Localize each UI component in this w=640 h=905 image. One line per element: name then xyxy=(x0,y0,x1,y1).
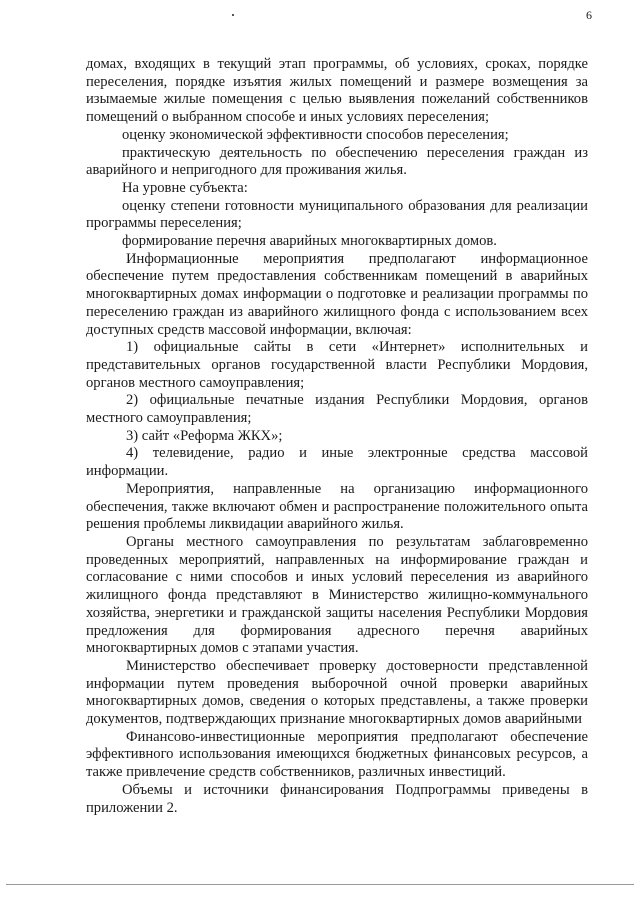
scan-speck xyxy=(232,14,234,16)
list-item: 3) сайт «Реформа ЖКХ»; xyxy=(126,427,283,444)
page-number: 6 xyxy=(586,8,592,22)
paragraph: оценку степени готовности муниципального образования для реализации программы переселения; xyxy=(86,197,588,232)
paragraph: формирование перечня аварийных многоквартирных домов. xyxy=(122,233,497,250)
paragraph: Органы местного самоуправления по результатам заблаговременно проведенных мероприятий, направленных на информирование граждан и согласование с ними способов и иных условий переселения из аварийного жилищного фонда представляют в Министерство жилищно-коммунального хозяйства, энергетики и гражданской защиты населения Республики Мордовия предложения для формирования адресного перечня аварийных многоквартирных домов с этапами участия. xyxy=(86,533,588,657)
document-body xyxy=(86,56,588,817)
list-item: 4) телевидение, радио и иные электронные средства массовой информации. xyxy=(86,445,588,480)
paragraph: домах, входящих в текущий этап программы, об условиях, сроках, порядке переселения, порядке изъятия жилых помещений и размере возмещения за изымаемые жилые помещения с целью выявления пожеланий собственников помещений о выбранном способе и иных условиях переселения; xyxy=(86,56,588,126)
list-item: 2) официальные печатные издания Республики Мордовия, органов местного самоуправления; xyxy=(86,392,588,427)
list-item: 1) официальные сайты в сети «Интернет» исполнительных и представительных органов государственной власти Республики Мордовия, органов местного самоуправления; xyxy=(86,339,588,391)
bottom-scan-rule xyxy=(6,884,634,885)
paragraph: Информационные мероприятия предполагают информационное обеспечение путем предоставления собственникам помещений в аварийных многоквартирных домах информации о подготовке и реализации программы по переселению граждан из аварийного жилищного фонда с использованием всех доступных средств массовой информации, включая: xyxy=(86,250,588,338)
paragraph: Мероприятия, направленные на организацию информационного обеспечения, также включают обмен и распространение положительного опыта решения проблемы ликвидации аварийного жилья. xyxy=(86,480,588,533)
paragraph: Объемы и источники финансирования Подпрограммы приведены в приложении 2. xyxy=(86,781,588,816)
paragraph: оценку экономической эффективности способов переселения; xyxy=(122,126,509,143)
paragraph: Министерство обеспечивает проверку достоверности представленной информации путем проведения выборочной очной проверки аварийных многоквартирных домов, сведения о которых представлены, а также проверки документов, подтверждающих признание многоквартирных домов аварийными xyxy=(86,657,588,728)
paragraph: На уровне субъекта: xyxy=(122,179,248,196)
paragraph: практическую деятельность по обеспечению переселения граждан из аварийного и непригодного для проживания жилья. xyxy=(86,144,588,179)
paragraph: Финансово-инвестиционные мероприятия предполагают обеспечение эффективного использования имеющихся бюджетных финансовых ресурсов, а также привлечение средств собственников, различных инвестиций. xyxy=(86,728,588,781)
